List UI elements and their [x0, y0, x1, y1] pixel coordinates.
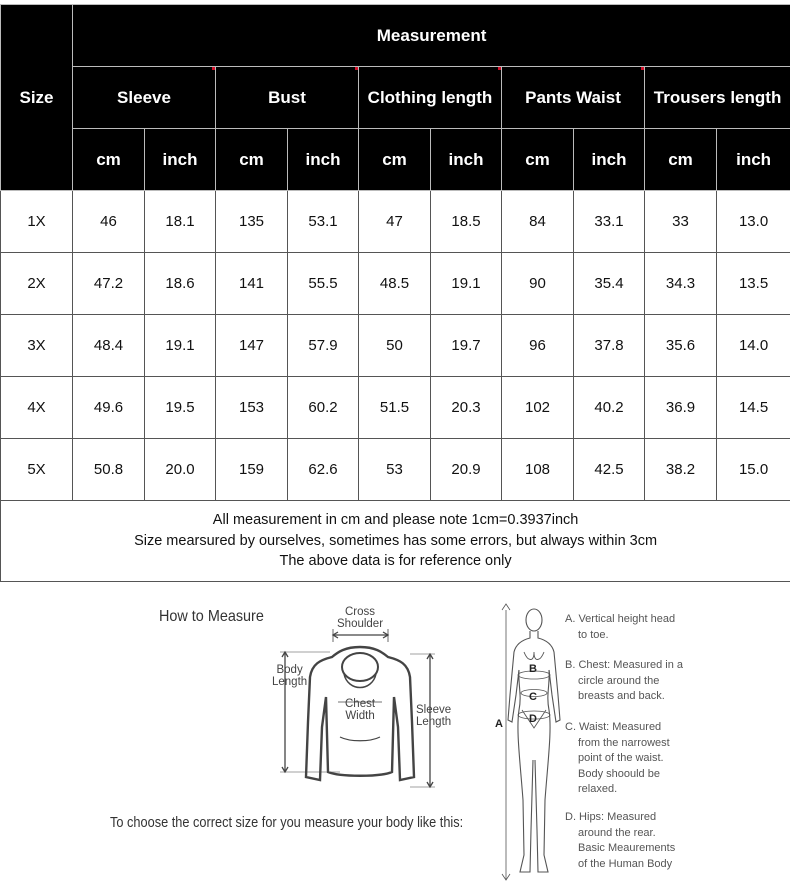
value-cell: 108	[502, 439, 574, 501]
cross-shoulder-label: Cross Shoulder	[337, 606, 384, 630]
value-cell: 18.5	[431, 191, 502, 253]
size-row	[1, 315, 790, 377]
clothing-length-header: Clothing length	[359, 67, 502, 129]
value-cell: 14.5	[717, 377, 790, 439]
bust-header: Bust	[216, 67, 359, 129]
how-to-measure-section	[0, 590, 790, 896]
trousers-length-header: Trousers length	[645, 67, 790, 129]
legend-heading: D. Hips: Measured	[565, 811, 657, 823]
value-cell: 20.9	[431, 439, 502, 501]
value-cell: 33.1	[574, 191, 645, 253]
value-cell: 102	[502, 377, 574, 439]
size-cell: 3X	[1, 315, 73, 377]
value-cell: 135	[216, 191, 288, 253]
value-cell: 42.5	[574, 439, 645, 501]
legend-line: relaxed.	[578, 783, 618, 795]
value-cell: 19.7	[431, 315, 502, 377]
value-cell: 47	[359, 191, 431, 253]
note-line: All measurement in cm and please note 1cm=0.3937inch	[212, 512, 579, 529]
value-cell: 19.1	[145, 315, 216, 377]
value-cell: 18.6	[145, 253, 216, 315]
unit-header: inch	[145, 129, 216, 191]
body-length-label: Body Length	[272, 664, 308, 688]
value-cell: 48.5	[359, 253, 431, 315]
legend-line: circle around the	[578, 674, 660, 687]
size-header: Size	[1, 5, 73, 191]
legend-item	[565, 658, 695, 705]
legend-heading: A. Vertical height head	[565, 613, 676, 625]
measurement-header: Measurement	[73, 5, 790, 67]
size-cell: 1X	[1, 191, 73, 253]
value-cell: 62.6	[288, 439, 359, 501]
value-cell: 19.5	[145, 377, 216, 439]
value-cell: 13.5	[717, 253, 790, 315]
value-cell: 147	[216, 315, 288, 377]
value-cell: 47.2	[73, 253, 145, 315]
marker-d: D	[529, 713, 537, 725]
size-row	[1, 377, 790, 439]
value-cell: 14.0	[717, 315, 790, 377]
value-cell: 18.1	[145, 191, 216, 253]
sleeve-header: Sleeve	[73, 67, 216, 129]
body-figure-illustration	[492, 600, 567, 890]
unit-header: cm	[216, 129, 288, 191]
marker-a: A	[495, 718, 503, 730]
value-cell: 19.1	[431, 253, 502, 315]
legend-item	[565, 810, 695, 872]
sleeve-length-label: Sleeve Length	[416, 704, 452, 728]
size-row	[1, 191, 790, 253]
unit-header: cm	[502, 129, 574, 191]
unit-header: cm	[359, 129, 431, 191]
legend-line: around the rear.	[578, 826, 656, 839]
note-line: Size mearsured by ourselves, sometimes has some errors, but always within 3cm	[134, 532, 658, 549]
legend-line: Body shoould be	[578, 767, 660, 780]
value-cell: 35.4	[574, 253, 645, 315]
size-row	[1, 253, 790, 315]
size-cell: 4X	[1, 377, 73, 439]
value-cell: 20.3	[431, 377, 502, 439]
unit-header-row	[1, 129, 790, 191]
value-cell: 153	[216, 377, 288, 439]
value-cell: 50	[359, 315, 431, 377]
value-cell: 37.8	[574, 315, 645, 377]
notes-cell	[1, 501, 790, 582]
legend-line: breasts and back.	[578, 690, 665, 702]
size-rows	[1, 191, 790, 501]
value-cell: 36.9	[645, 377, 717, 439]
value-cell: 49.6	[73, 377, 145, 439]
value-cell: 90	[502, 253, 574, 315]
value-cell: 159	[216, 439, 288, 501]
value-cell: 15.0	[717, 439, 790, 501]
size-chart-table	[0, 4, 790, 582]
value-cell: 55.5	[288, 253, 359, 315]
value-cell: 50.8	[73, 439, 145, 501]
value-cell: 40.2	[574, 377, 645, 439]
value-cell: 46	[73, 191, 145, 253]
value-cell: 141	[216, 253, 288, 315]
chest-width-label: Chest Width	[345, 698, 376, 722]
unit-header: cm	[73, 129, 145, 191]
unit-header: cm	[645, 129, 717, 191]
legend-item	[565, 612, 695, 643]
size-cell: 2X	[1, 253, 73, 315]
legend-item	[565, 720, 695, 798]
value-cell: 34.3	[645, 253, 717, 315]
value-cell: 96	[502, 315, 574, 377]
legend-heading: B. Chest: Measured in a	[565, 659, 684, 671]
value-cell: 48.4	[73, 315, 145, 377]
value-cell: 84	[502, 191, 574, 253]
pants-waist-header: Pants Waist	[502, 67, 645, 129]
value-cell: 33	[645, 191, 717, 253]
value-cell: 60.2	[288, 377, 359, 439]
instruction-text: To choose the correct size for you measure your body like this:	[110, 815, 464, 831]
marker-c: C	[529, 691, 537, 703]
legend-line: to toe.	[578, 628, 609, 641]
legend-line: of the Human Body	[578, 857, 673, 870]
legend-line: Basic Meaurements	[578, 842, 676, 854]
value-cell: 38.2	[645, 439, 717, 501]
unit-header: inch	[574, 129, 645, 191]
unit-header: inch	[717, 129, 790, 191]
legend-line: point of the waist.	[578, 752, 664, 764]
unit-header: inch	[288, 129, 359, 191]
legend-line: from the narrowest	[578, 736, 670, 749]
value-cell: 53.1	[288, 191, 359, 253]
note-line: The above data is for reference only	[279, 553, 512, 570]
how-to-measure-title: How to Measure	[159, 608, 264, 625]
value-cell: 13.0	[717, 191, 790, 253]
value-cell: 57.9	[288, 315, 359, 377]
value-cell: 51.5	[359, 377, 431, 439]
value-cell: 53	[359, 439, 431, 501]
size-row	[1, 439, 790, 501]
unit-header: inch	[431, 129, 502, 191]
value-cell: 20.0	[145, 439, 216, 501]
legend-heading: C. Waist: Measured	[565, 721, 662, 733]
size-cell: 5X	[1, 439, 73, 501]
garment-illustration	[260, 602, 460, 792]
group-header-row	[1, 67, 790, 129]
marker-b: B	[529, 663, 537, 675]
value-cell: 35.6	[645, 315, 717, 377]
